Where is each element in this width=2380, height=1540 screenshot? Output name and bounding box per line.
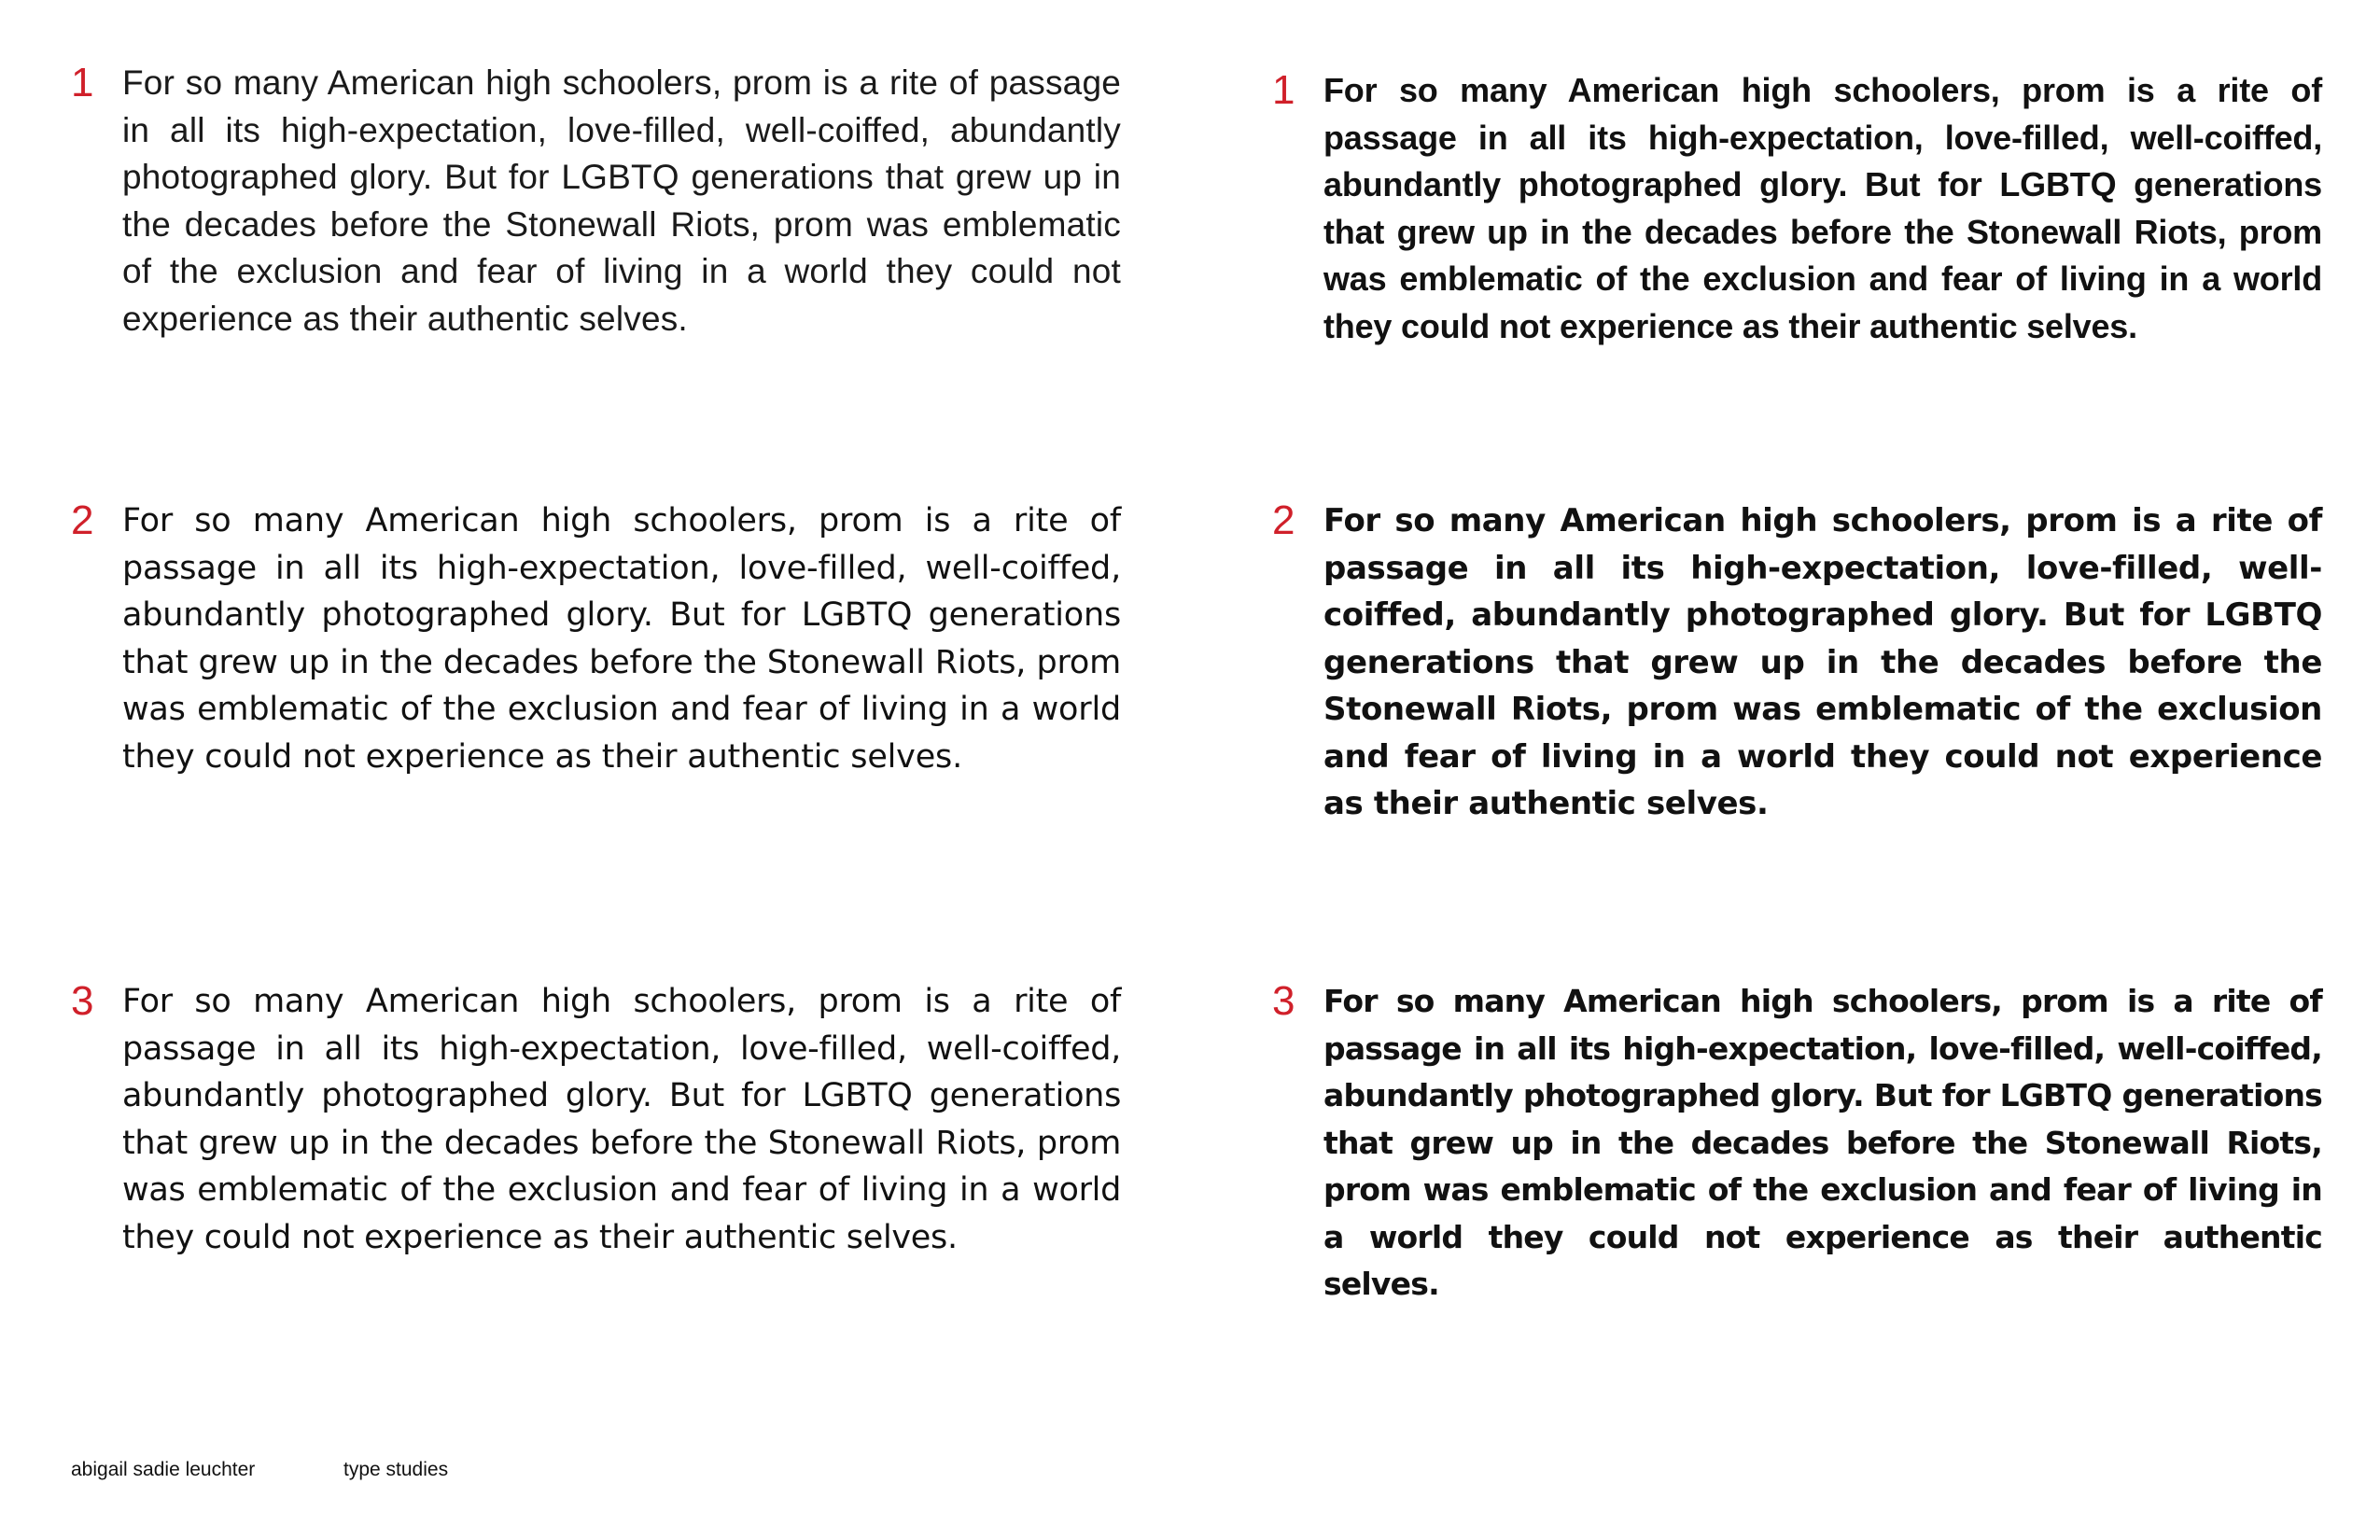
footer-title: type studies: [343, 1459, 449, 1480]
specimen-paragraph: For so many American high schoolers, prom is a rite of passage in all its high-expectation, love-filled, well-coiffed, abundantly photographed glory. But for LGBTQ generations that grew up in the decades before the Stonewall Riots, prom was emblematic of the exclusion and fear of living in a world they could not experience as their authentic selves.: [1323, 983, 2322, 1302]
specimen-number: 1: [71, 60, 94, 105]
specimen-paragraph: For so many American high schoolers, prom is a rite of passage in all its high-expectation, love-filled, well-coiffed, abundantly photographed glory. But for LGBTQ generations that grew up in the decades before the Stonewall Riots, prom was emblematic of the exclusion and fear of living in a world they could not experience as their authentic selves.: [122, 502, 1121, 776]
specimen-number: 1: [1272, 67, 1295, 113]
specimen-number: 3: [71, 978, 94, 1024]
footer-author: abigail sadie leuchter: [71, 1459, 256, 1480]
specimen-paragraph: For so many American high schoolers, prom is a rite of passage in all its high-expectation, love-filled, well-coiffed, abundantly photographed glory. But for LGBTQ generations that grew up in the decades before the Stonewall Riots, prom was emblematic of the exclusion and fear of living in a world they could not experience as their authentic selves.: [1323, 71, 2322, 345]
specimen-number: 3: [1272, 978, 1295, 1024]
specimen-paragraph: For so many American high schoolers, prom is a rite of passage in all its high-expectation, love-filled, well-coiffed, abundantly photographed glory. But for LGBTQ generations that grew up in the decades before the Stonewall Riots, prom was emblematic of the exclusion and fear of living in a world they could not experience as their authentic selves.: [1323, 502, 2322, 822]
specimen-number: 2: [71, 497, 94, 543]
specimen-number: 2: [1272, 497, 1295, 543]
specimen-paragraph: For so many American high schoolers, prom is a rite of passage in all its high-expectation, love-filled, well-coiffed, abundantly photographed glory. But for LGBTQ generations that grew up in the decades before the Stonewall Riots, prom was emblematic of the exclusion and fear of living in a world they could not experience as their authentic selves.: [122, 63, 1121, 338]
specimen-paragraph: For so many American high schoolers, prom is a rite of passage in all its high-expectation, love-filled, well-coiffed, abundantly photographed glory. But for LGBTQ generations that grew up in the decades before the Stonewall Riots, prom was emblematic of the exclusion and fear of living in a world they could not experience as their authentic selves.: [122, 983, 1121, 1256]
